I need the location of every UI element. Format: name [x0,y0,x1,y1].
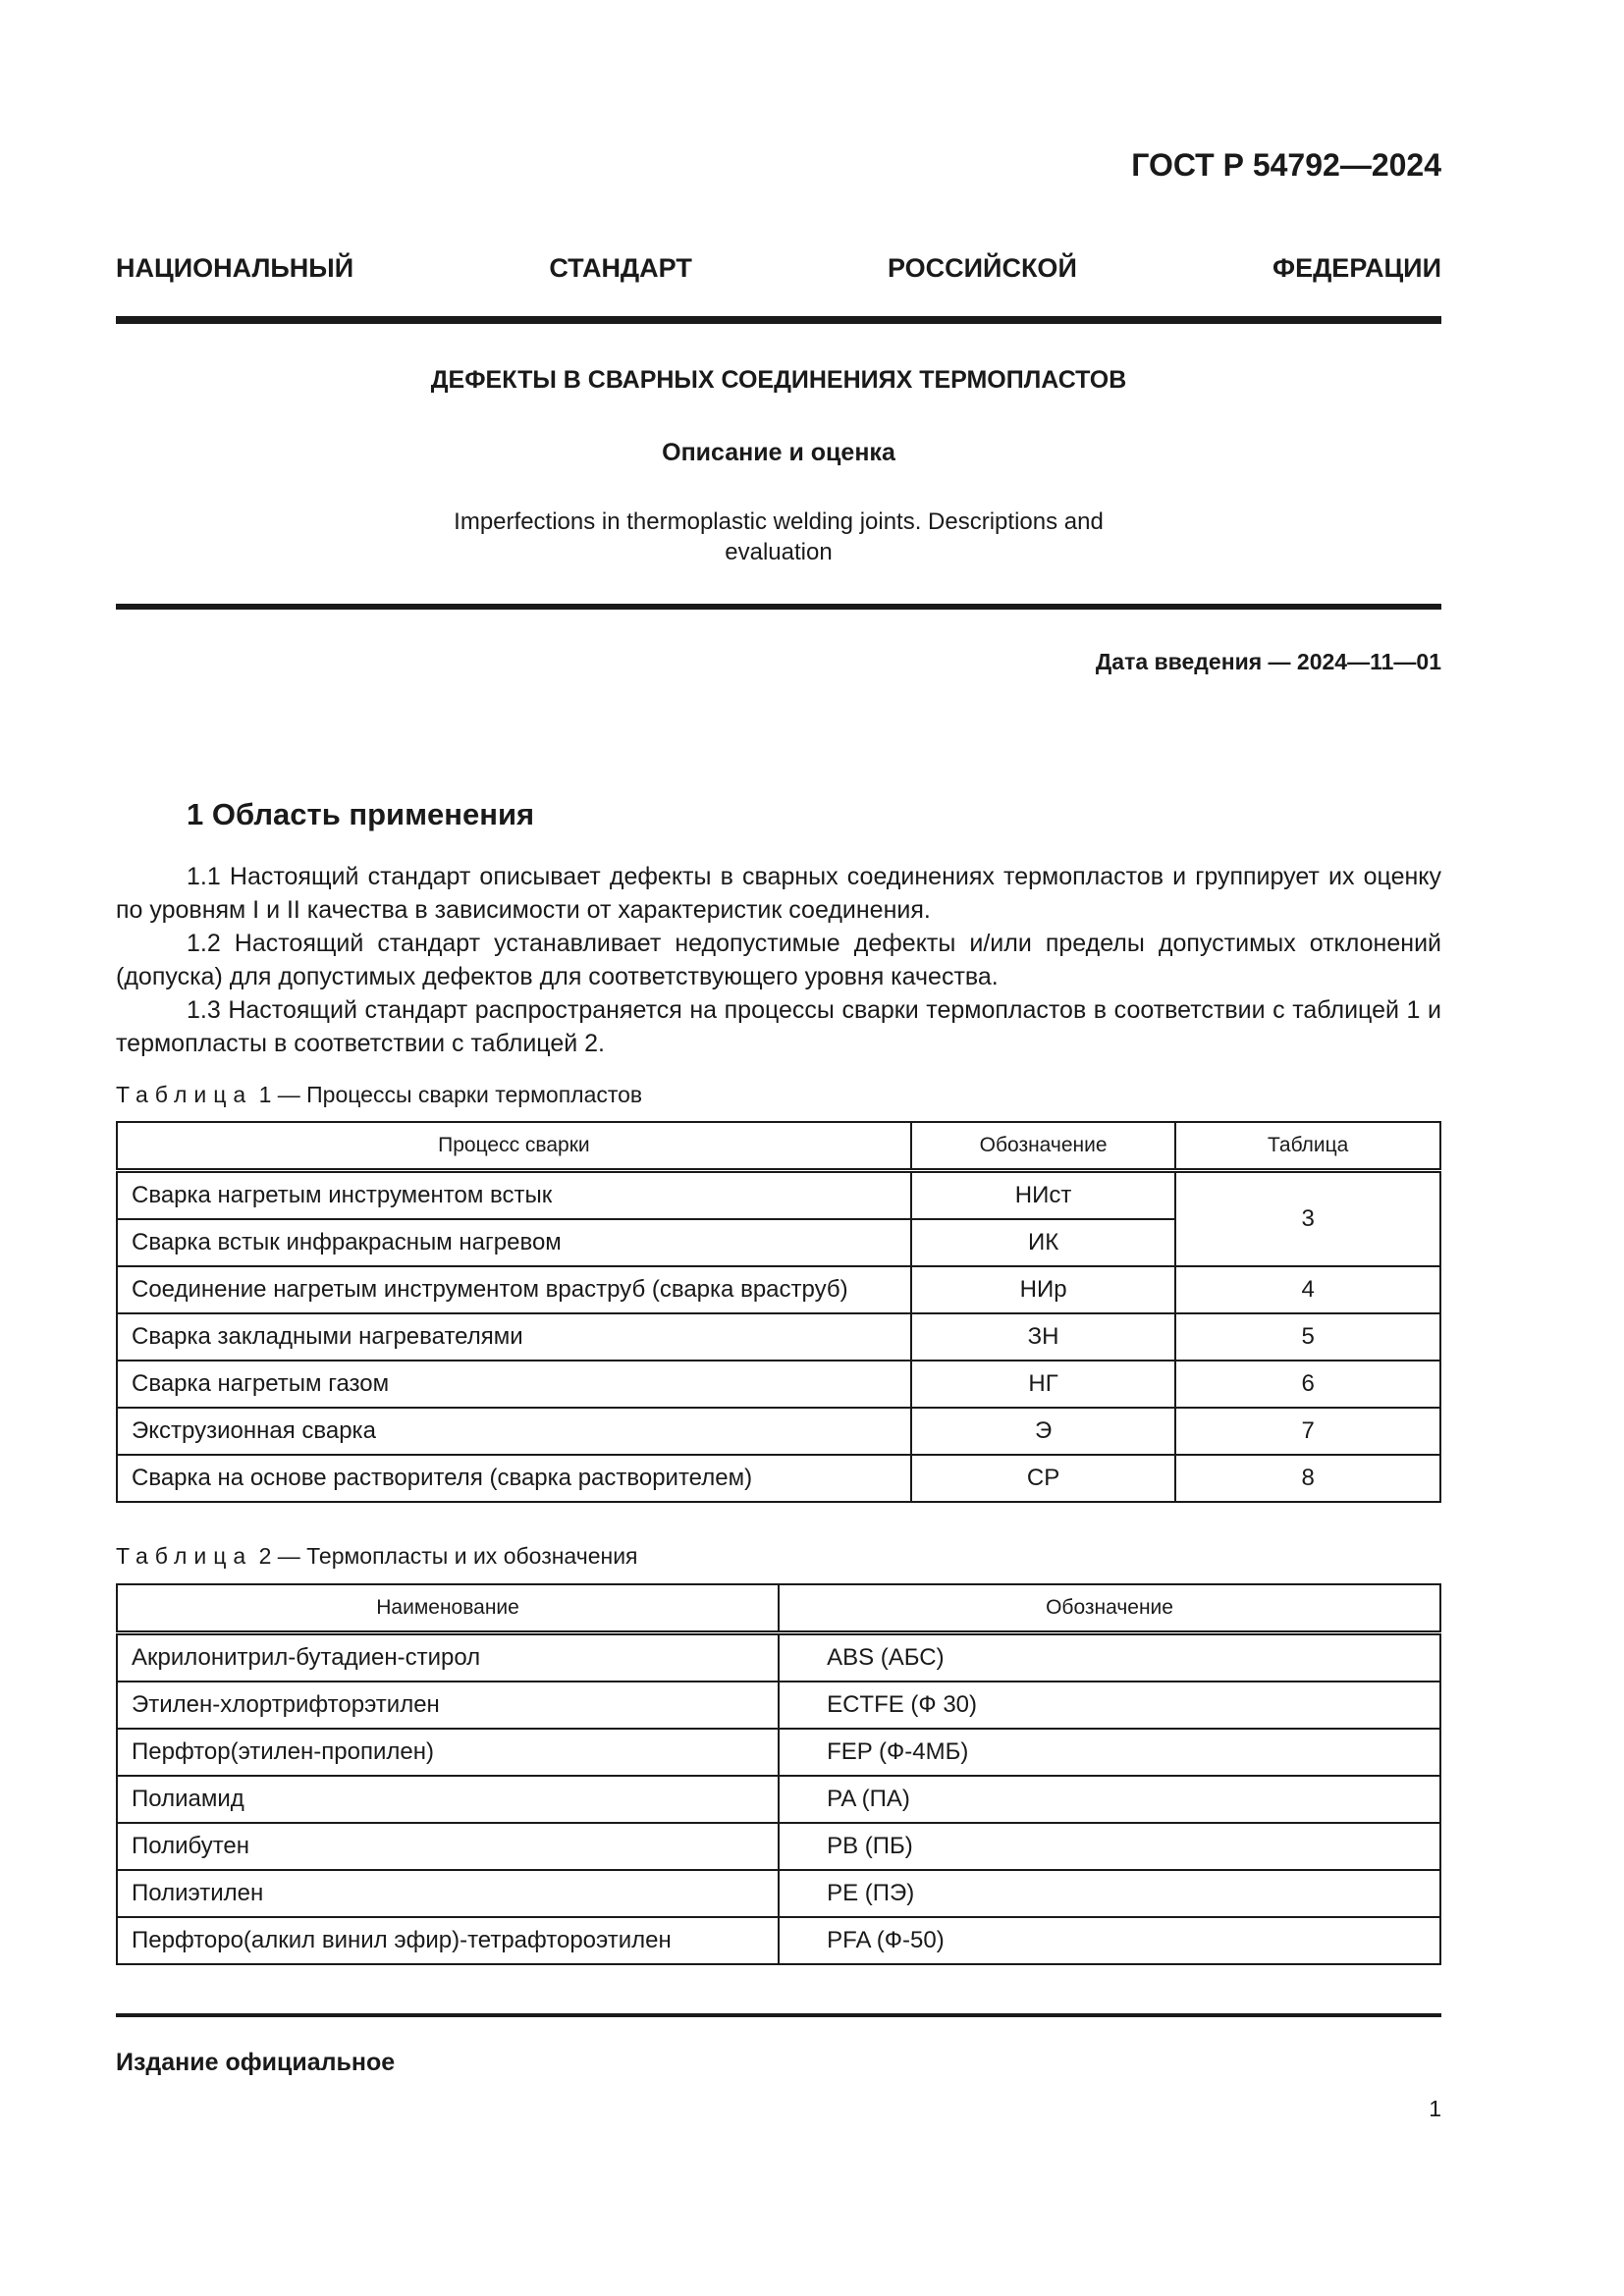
cell-code: НИр [911,1266,1176,1313]
cell-code: СР [911,1455,1176,1502]
table-row [117,1313,1440,1361]
table-row [117,1729,1440,1776]
cell-code: ИК [911,1219,1176,1266]
header-code: Обозначение [911,1122,1176,1171]
table-row [117,1776,1440,1823]
table-row [117,1823,1440,1870]
table-row [117,1633,1440,1682]
cell-code: ЗН [911,1313,1176,1361]
standard-number: ГОСТ Р 54792—2024 [1131,147,1441,183]
cell-name: Полибутен [117,1823,779,1870]
cell-name: Акрилонитрил-бутадиен-стирол [117,1633,779,1682]
title-divider [116,604,1441,610]
official-edition-label: Издание официальное [116,2049,396,2076]
cell-process: Экструзионная сварка [117,1408,911,1455]
cell-name: Полиэтилен [117,1870,779,1917]
table-welding-processes [116,1121,1441,1503]
cell-code: PE (ПЭ) [779,1870,1440,1917]
national-standard-banner: НАЦИОНАЛЬНЫЙ СТАНДАРТ РОССИЙСКОЙ ФЕДЕРАЦИИ [116,253,1441,283]
document-title-en [412,507,1145,567]
introduction-date: Дата введения — 2024—11—01 [1095,649,1441,674]
table-thermoplastics [116,1583,1441,1965]
title-en-line-1: Imperfections in thermoplastic welding joints. Descriptions and [454,508,1104,535]
paragraph-text: 1.1 Настоящий стандарт описывает дефекты в сварных соединениях термопластов и группирует их оценку по уровням I и II качества в зависимости от характеристик соединения. [116,863,1441,924]
page-number: 1 [1429,2096,1441,2121]
cell-process: Сварка закладными нагревателями [117,1313,911,1361]
cell-name: Перфтор(этилен-пропилен) [117,1729,779,1776]
caption-text: 1 — Процессы сварки термопластов [252,1082,643,1107]
table-1-caption [116,1082,642,1108]
cell-code: НГ [911,1361,1176,1408]
footer-divider [116,2013,1441,2017]
cell-table: 4 [1175,1266,1440,1313]
paragraph-text: 1.3 Настоящий стандарт распространяется на процессы сварки термопластов в соответствии с таблицей 1 и термопласты в соответствии с таблицей 2. [116,996,1441,1057]
document-title: ДЕФЕКТЫ В СВАРНЫХ СОЕДИНЕНИЯХ ТЕРМОПЛАСТОВ [430,366,1127,394]
caption-word: Таблица [116,1082,253,1107]
paragraph-text: 1.2 Настоящий стандарт устанавливает недопустимые дефекты и/или пределы допустимых отклонений (допуска) для допустимых дефектов для соответствующего уровня качества. [116,930,1441,990]
top-divider [116,316,1441,324]
cell-name: Полиамид [117,1776,779,1823]
paragraph-1-2 [116,927,1441,993]
table-row [117,1682,1440,1729]
header-code: Обозначение [779,1584,1440,1633]
table-row [117,1361,1440,1408]
paragraph-1-3 [116,993,1441,1060]
cell-code: PA (ПА) [779,1776,1440,1823]
paragraph-1-1 [116,860,1441,927]
section-heading: 1 Область применения [187,797,535,831]
header-name: Наименование [117,1584,779,1633]
cell-table: 5 [1175,1313,1440,1361]
cell-code: PB (ПБ) [779,1823,1440,1870]
header-process: Процесс сварки [117,1122,911,1171]
table-row [117,1455,1440,1502]
cell-code: FEP (Ф-4МБ) [779,1729,1440,1776]
table-2-caption [116,1543,638,1570]
cell-code: PFA (Ф-50) [779,1917,1440,1964]
cell-process: Сварка встык инфракрасным нагревом [117,1219,911,1266]
header-table: Таблица [1175,1122,1440,1171]
cell-code: Э [911,1408,1176,1455]
table-header-row [117,1584,1440,1633]
cell-table: 6 [1175,1361,1440,1408]
table-row [117,1171,1440,1220]
caption-text: 2 — Термопласты и их обозначения [252,1543,638,1569]
table-row [117,1870,1440,1917]
cell-table: 8 [1175,1455,1440,1502]
caption-word: Таблица [116,1543,253,1569]
cell-table: 7 [1175,1408,1440,1455]
cell-process: Соединение нагретым инструментом враструб (сварка враструб) [117,1266,911,1313]
cell-process: Сварка на основе растворителя (сварка растворителем) [117,1455,911,1502]
table-row [117,1408,1440,1455]
cell-process: Сварка нагретым газом [117,1361,911,1408]
cell-table: 3 [1175,1171,1440,1267]
cell-name: Перфторо(алкил винил эфир)-тетрафтороэтилен [117,1917,779,1964]
cell-code: ECTFE (Ф 30) [779,1682,1440,1729]
document-subtitle: Описание и оценка [662,439,895,466]
cell-code: НИст [911,1171,1176,1220]
table-row [117,1917,1440,1964]
cell-code: ABS (АБС) [779,1633,1440,1682]
table-row [117,1266,1440,1313]
cell-name: Этилен-хлортрифторэтилен [117,1682,779,1729]
table-header-row [117,1122,1440,1171]
title-en-line-2: evaluation [725,539,833,565]
cell-process: Сварка нагретым инструментом встык [117,1171,911,1220]
